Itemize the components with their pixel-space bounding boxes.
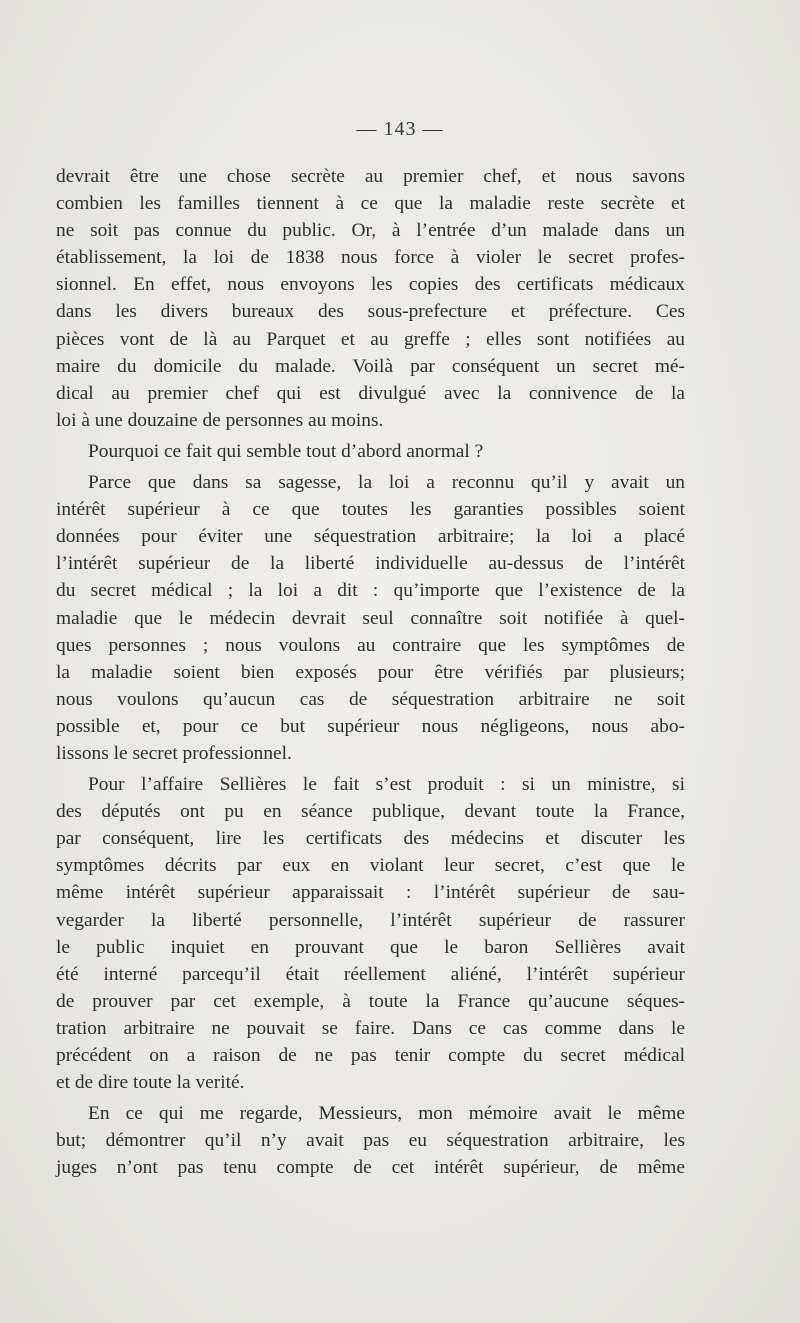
- text-line: juges n’ont pas tenu compte de cet intérêt supérieur, de même: [56, 1157, 685, 1179]
- text-line: Pourquoi ce fait qui semble tout d’abord anormal ?: [88, 440, 484, 462]
- text-line: En ce qui me regarde, Messieurs, mon mémoire avait le même: [88, 1103, 685, 1125]
- text-line: possible et, pour ce but supérieur nous négligeons, nous abo-: [56, 715, 685, 737]
- text-line: nous voulons qu’aucun cas de séquestration arbitraire ne soit: [56, 688, 685, 710]
- text-line: par conséquent, lire les certificats des médecins et discuter les: [56, 828, 685, 850]
- text-line: Parce que dans sa sagesse, la loi a reconnu qu’il y avait un: [88, 472, 685, 494]
- text-line: vegarder la liberté personnelle, l’intérêt supérieur de rassurer: [56, 909, 685, 931]
- text-line: ne soit pas connue du public. Or, à l’entrée d’un malade dans un: [56, 220, 685, 242]
- text-line: maladie que le médecin devrait seul connaître soit notifiée à quel-: [56, 607, 685, 629]
- text-line: loi à une douzaine de personnes au moins.: [56, 409, 384, 431]
- text-line: et de dire toute la verité.: [56, 1072, 245, 1094]
- text-line: but; démontrer qu’il n’y avait pas eu séquestration arbitraire, les: [56, 1130, 685, 1152]
- text-line: Pour l’affaire Sellières le fait s’est produit : si un ministre, si: [88, 774, 685, 796]
- text-line: précédent on a raison de ne pas tenir compte du secret médical: [56, 1045, 685, 1066]
- text-line: été interné parcequ’il était réellement aliéné, l’intérêt supérieur: [56, 963, 685, 985]
- text-line: le public inquiet en prouvant que le baron Sellières avait: [56, 936, 685, 958]
- text-line: devrait être une chose secrète au premier chef, et nous savons: [56, 166, 685, 187]
- text-line: tration arbitraire ne pouvait se faire. Dans ce cas comme dans le: [56, 1017, 685, 1039]
- text-line: du secret médical ; la loi a dit : qu’importe que l’existence de la: [56, 580, 685, 602]
- text-line: ques personnes ; nous voulons au contraire que les symptômes de: [56, 634, 685, 656]
- text-line: des députés ont pu en séance publique, devant toute la France,: [56, 801, 685, 823]
- text-line: la maladie soient bien exposés pour être vérifiés par plusieurs;: [56, 661, 685, 683]
- text-line: même intérêt supérieur apparaissait : l’intérêt supérieur de sau-: [56, 882, 685, 904]
- text-line: lissons le secret professionnel.: [56, 742, 292, 764]
- text-line: combien les familles tiennent à ce que la maladie reste secrète et: [56, 193, 685, 215]
- text-line: pièces vont de là au Parquet et au greffe ; elles sont notifiées au: [56, 328, 685, 350]
- text-line: données pour éviter une séquestration arbitraire; la loi a placé: [56, 526, 685, 548]
- text-line: l’intérêt supérieur de la liberté individuelle au-dessus de l’intérêt: [56, 553, 685, 575]
- text-line: intérêt supérieur à ce que toutes les garanties possibles soient: [56, 499, 685, 521]
- text-line: dans les divers bureaux des sous-prefecture et préfecture. Ces: [56, 301, 685, 323]
- page-number: — 143 —: [356, 118, 444, 140]
- text-line: établissement, la loi de 1838 nous force à violer le secret profes-: [56, 247, 685, 269]
- text-line: maire du domicile du malade. Voilà par conséquent un secret mé-: [56, 355, 685, 377]
- text-line: de prouver par cet exemple, à toute la France qu’aucune séques-: [56, 990, 685, 1012]
- text-line: symptômes décrits par eux en violant leur secret, c’est que le: [56, 855, 685, 877]
- body-text: [56, 163, 685, 1181]
- text-line: sionnel. En effet, nous envoyons les copies des certificats médicaux: [56, 274, 685, 296]
- text-line: dical au premier chef qui est divulgué avec la connivence de la: [56, 382, 685, 404]
